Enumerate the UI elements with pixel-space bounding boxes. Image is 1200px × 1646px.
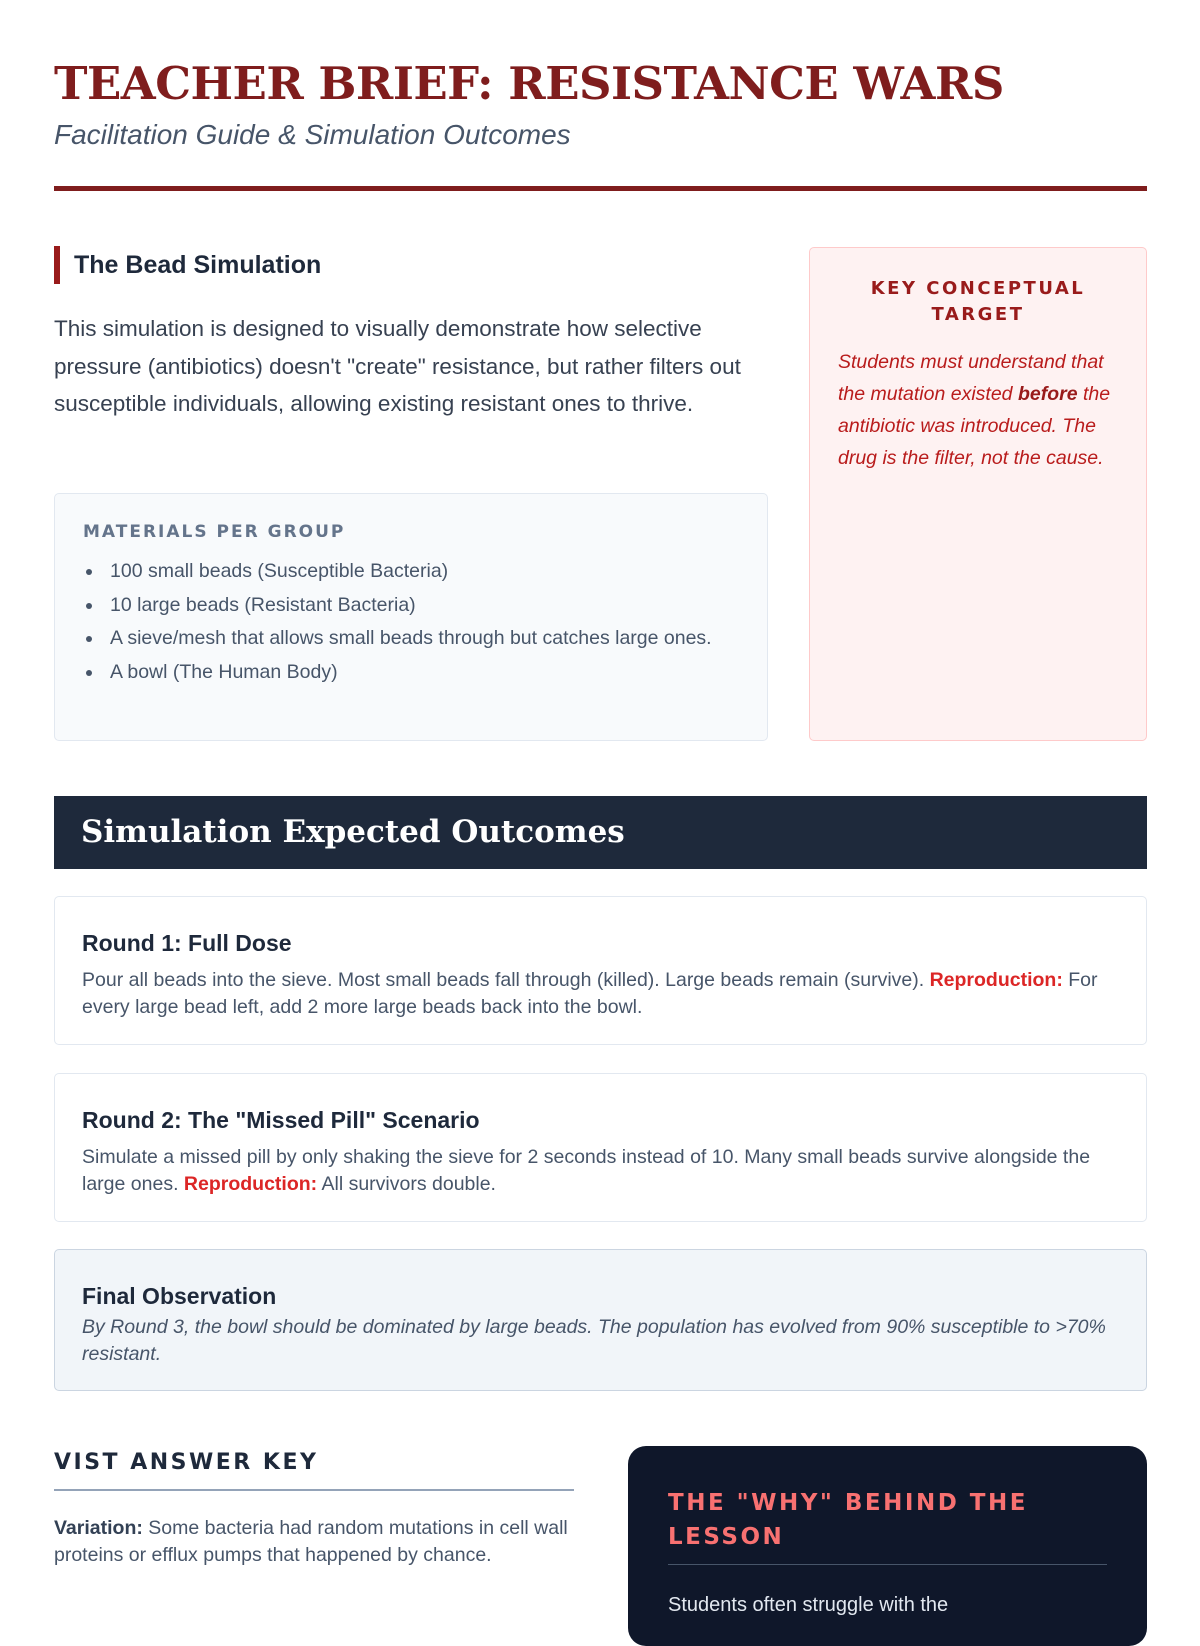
key-target-text	[838, 346, 1118, 474]
why-behind-lesson-box	[628, 1446, 1147, 1646]
outcomes-title: Simulation Expected Outcomes	[81, 814, 625, 850]
list-item: 10 large beads (Resistant Bacteria)	[83, 592, 739, 619]
key-target-title: KEY CONCEPTUAL TARGET	[870, 278, 1086, 325]
key-conceptual-target-box	[809, 247, 1147, 741]
why-box-divider	[668, 1564, 1107, 1565]
answer-key-label: Variation:	[54, 1517, 143, 1539]
key-target-text-start: Students must understand that the mutation existed	[838, 351, 1104, 405]
round-2-description: Simulate a missed pill by only shaking the sieve for 2 seconds instead of 10. Many small beads survive alongside the large ones.	[82, 1146, 1091, 1195]
bead-simulation-section	[54, 246, 768, 423]
bead-simulation-intro: This simulation is designed to visually demonstrate how selective pressure (antibiotics) doesn't "create" resistance, but rather filters out susceptible individuals, allowing existing resistant ones to thrive.	[54, 316, 741, 416]
round-1-description: Pour all beads into the sieve. Most small beads fall through (killed). Large beads remain (survive).	[82, 969, 930, 991]
answer-key-section	[54, 1447, 574, 1569]
reproduction-label: Reproduction:	[183, 1173, 318, 1195]
round-1-card	[54, 896, 1147, 1045]
page-subtitle: Facilitation Guide & Simulation Outcomes	[54, 119, 571, 150]
round-2-reproduction: All survivors double.	[317, 1173, 496, 1195]
key-target-emphasis: before	[1017, 383, 1078, 405]
header	[54, 58, 1147, 152]
materials-list	[83, 558, 739, 685]
list-item: 100 small beads (Susceptible Bacteria)	[83, 558, 739, 585]
why-box-text: Students often struggle with the	[668, 1594, 949, 1616]
final-observation-text: By Round 3, the bowl should be dominated by large beads. The population has evolved from 90% susceptible to >70% resistant.	[82, 1316, 1106, 1365]
round-1-reproduction: For every large bead left, add 2 more large beads back into the bowl.	[82, 969, 1098, 1018]
answer-key-text: Some bacteria had random mutations in cell wall proteins or efflux pumps that happened by chance.	[54, 1517, 568, 1566]
round-1-text	[82, 967, 1119, 1021]
materials-box	[54, 493, 768, 741]
round-2-text	[82, 1144, 1119, 1198]
reproduction-label: Reproduction:	[929, 969, 1063, 991]
page-title: TEACHER BRIEF: RESISTANCE WARS	[54, 57, 1004, 110]
round-2-title: Round 2: The "Missed Pill" Scenario	[82, 1107, 480, 1133]
bead-simulation-heading: The Bead Simulation	[54, 246, 768, 284]
answer-key-divider	[54, 1489, 574, 1491]
list-item: A bowl (The Human Body)	[83, 659, 739, 686]
round-2-card	[54, 1073, 1147, 1222]
round-1-title: Round 1: Full Dose	[82, 930, 292, 956]
header-divider	[54, 186, 1147, 191]
answer-key-item	[54, 1515, 574, 1569]
teacher-brief-page	[54, 0, 1147, 1616]
answer-key-title: VIST ANSWER KEY	[54, 1450, 319, 1475]
final-observation-title: Final Observation	[82, 1283, 277, 1309]
list-item: A sieve/mesh that allows small beads through but catches large ones.	[83, 625, 739, 652]
final-observation-card	[54, 1249, 1147, 1391]
materials-title: MATERIALS PER GROUP	[83, 522, 346, 542]
why-box-title: THE "WHY" BEHIND THE LESSON	[668, 1490, 1028, 1550]
outcomes-banner	[54, 796, 1147, 869]
key-target-text-end: the antibiotic was introduced. The drug is the filter, not the cause.	[838, 383, 1111, 469]
